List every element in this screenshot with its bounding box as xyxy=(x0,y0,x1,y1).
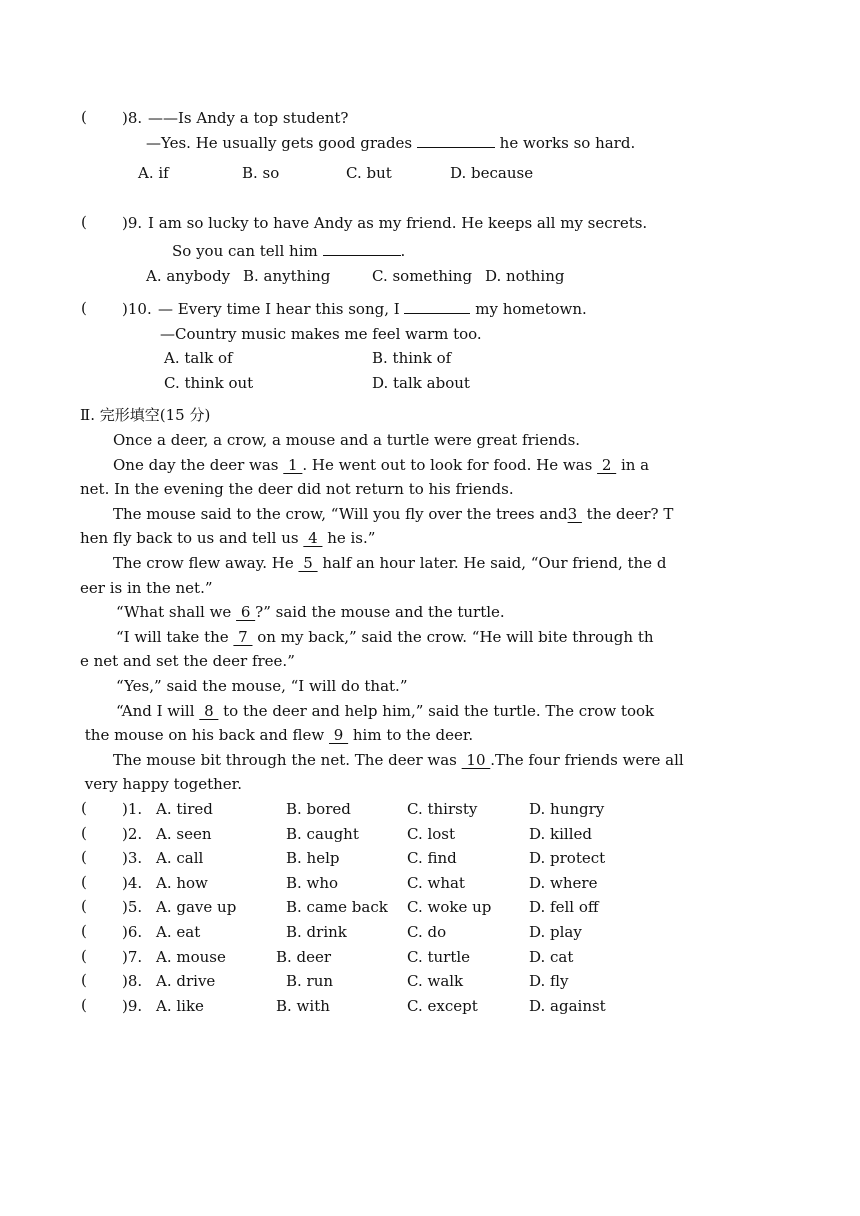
answer-paren-open: ( xyxy=(81,897,87,916)
cloze-item-number: )9. xyxy=(122,996,143,1015)
answer-blank xyxy=(417,133,495,148)
response-text-b: he works so hard. xyxy=(494,134,636,152)
option-b: B. with xyxy=(276,996,330,1015)
option-c: C. turtle xyxy=(407,947,471,966)
option-a: A. like xyxy=(156,996,204,1015)
passage-text: him to the deer. xyxy=(348,726,474,744)
option-d: D. talk about xyxy=(372,374,470,392)
passage-line xyxy=(80,725,473,745)
option-a: A. seen xyxy=(156,824,212,843)
answer-blank xyxy=(323,241,401,256)
option-c: C. think out xyxy=(164,374,254,392)
passage-text: . He went out to look for food. He was xyxy=(302,456,598,474)
option-a: A. talk of xyxy=(164,349,233,367)
passage-line: Once a deer, a crow, a mouse and a turtle were great friends. xyxy=(113,431,581,449)
cloze-blank-2: 2 xyxy=(597,456,617,474)
option-c: C. something xyxy=(372,267,473,285)
passage-line: “Yes,” said the mouse, “I will do that.” xyxy=(116,677,408,695)
option-a: A. anybody xyxy=(146,267,231,285)
section-title: Ⅱ. 完形填空(15 分) xyxy=(80,406,211,424)
passage-line xyxy=(113,455,649,475)
passage-line xyxy=(80,528,375,548)
passage-text: half an hour later. He said, “Our friend, the d xyxy=(317,554,667,572)
option-b: B. bored xyxy=(286,800,351,818)
passage-line: net. In the evening the deer did not return to his friends. xyxy=(80,480,514,498)
option-c: C. find xyxy=(407,849,457,868)
passage-text: The crow flew away. He xyxy=(113,554,299,572)
option-d: D. where xyxy=(529,873,598,892)
option-b: B. caught xyxy=(286,824,359,843)
option-a: A. mouse xyxy=(156,947,226,966)
cloze-blank-1: 1 xyxy=(283,456,303,474)
question-text: ——Is Andy a top student? xyxy=(148,109,349,127)
cloze-blank-9: 9 xyxy=(329,726,349,744)
cloze-blank-4: 4 xyxy=(303,529,323,547)
passage-line xyxy=(116,627,654,647)
answer-paren-open: ( xyxy=(81,299,87,317)
cloze-item-number: )4. xyxy=(122,873,143,892)
question-number: )8. xyxy=(122,109,143,127)
response-text: —Country music makes me feel warm too. xyxy=(160,325,482,343)
question-text-a: — Every time I hear this song, I xyxy=(158,300,405,318)
question-text: I am so lucky to have Andy as my friend. He keeps all my secrets. xyxy=(148,214,648,232)
passage-text: the mouse on his back and flew xyxy=(80,726,330,744)
question-line xyxy=(158,299,587,319)
option-a: A. call xyxy=(156,849,204,868)
option-d: D. fly xyxy=(529,972,569,991)
response-line xyxy=(146,133,635,153)
option-b: B. deer xyxy=(276,947,332,966)
option-b: B. who xyxy=(286,873,339,892)
passage-line xyxy=(113,553,666,573)
cloze-item-number: )2. xyxy=(122,824,143,843)
option-a: A. eat xyxy=(156,923,201,941)
passage-text: “I will take the xyxy=(116,628,234,646)
passage-line: eer is in the net.” xyxy=(80,579,213,597)
passage-text: The mouse bit through the net. The deer was xyxy=(113,751,462,769)
passage-text: on my back,” said the crow. “He will bite through th xyxy=(252,628,654,646)
passage-line: very happy together. xyxy=(80,775,242,793)
option-d: D. because xyxy=(450,164,534,182)
option-d: D. nothing xyxy=(485,267,565,285)
answer-paren-open: ( xyxy=(81,213,87,231)
answer-paren-open: ( xyxy=(81,946,87,965)
passage-text: .The four friends were all xyxy=(490,751,684,769)
answer-paren-open: ( xyxy=(81,872,87,891)
cloze-item-number: )7. xyxy=(122,947,143,966)
question-number: )9. xyxy=(122,214,143,232)
option-c: C. except xyxy=(407,996,478,1015)
option-a: A. tired xyxy=(156,800,213,818)
option-d: D. cat xyxy=(529,947,574,966)
option-a: A. drive xyxy=(156,972,216,991)
cloze-blank-7: 7 xyxy=(233,628,253,646)
passage-text: the deer? T xyxy=(581,505,674,523)
passage-text: to the deer and help him,” said the turtle. The crow took xyxy=(218,702,655,720)
passage-text: The mouse said to the crow, “Will you fly over the trees and xyxy=(113,505,568,523)
option-b: B. run xyxy=(286,972,334,991)
cloze-blank-6: 6 xyxy=(236,603,256,621)
option-d: D. play xyxy=(529,923,582,941)
option-c: C. what xyxy=(407,873,465,892)
option-c: C. walk xyxy=(407,972,464,991)
answer-paren-open: ( xyxy=(81,995,87,1014)
cloze-item-number: )1. xyxy=(122,800,143,818)
response-text-a: So you can tell him xyxy=(172,242,323,260)
cloze-item-number: )6. xyxy=(122,923,143,941)
cloze-blank-5: 5 xyxy=(298,554,318,572)
answer-paren-open: ( xyxy=(81,799,87,817)
option-b: B. came back xyxy=(286,898,388,917)
question-text-b: my hometown. xyxy=(470,300,587,318)
cloze-blank-10: 10 xyxy=(461,751,491,769)
option-d: D. protect xyxy=(529,849,606,868)
option-b: B. help xyxy=(286,849,340,868)
passage-line: e net and set the deer free.” xyxy=(80,652,295,670)
answer-paren-open: ( xyxy=(81,108,87,126)
option-c: C. but xyxy=(346,164,392,182)
option-d: D. against xyxy=(529,996,606,1015)
response-line xyxy=(172,241,405,261)
cloze-blank-8: 8 xyxy=(199,702,219,720)
question-number: )10. xyxy=(122,300,152,318)
response-text-a: —Yes. He usually gets good grades xyxy=(146,134,417,152)
option-c: C. thirsty xyxy=(407,800,478,818)
passage-text: “What shall we xyxy=(116,603,237,621)
option-d: D. hungry xyxy=(529,800,605,818)
option-a: A. gave up xyxy=(156,898,237,917)
option-b: B. so xyxy=(242,164,280,182)
cloze-blank-3: 3 xyxy=(567,505,582,523)
option-b: B. anything xyxy=(243,267,331,285)
response-text-b: . xyxy=(400,242,406,260)
passage-text: “And I will xyxy=(116,702,200,720)
option-c: C. woke up xyxy=(407,898,492,917)
passage-text: hen fly back to us and tell us xyxy=(80,529,304,547)
option-c: C. lost xyxy=(407,824,456,843)
cloze-item-number: )8. xyxy=(122,972,143,991)
option-a: A. how xyxy=(156,873,208,892)
cloze-item-number: )3. xyxy=(122,849,143,868)
passage-line xyxy=(116,602,505,622)
passage-line xyxy=(116,701,654,721)
answer-paren-open: ( xyxy=(81,971,87,990)
option-c: C. do xyxy=(407,923,447,941)
option-b: B. drink xyxy=(286,923,347,941)
cloze-item-number: )5. xyxy=(122,898,143,917)
answer-paren-open: ( xyxy=(81,848,87,867)
passage-line xyxy=(113,750,684,770)
option-d: D. killed xyxy=(529,824,592,843)
answer-paren-open: ( xyxy=(81,922,87,940)
passage-text: he is.” xyxy=(322,529,376,547)
passage-text: ?” said the mouse and the turtle. xyxy=(255,603,505,621)
option-a: A. if xyxy=(138,164,169,182)
answer-blank xyxy=(404,299,470,314)
passage-text: in a xyxy=(616,456,650,474)
passage-line xyxy=(113,504,673,524)
option-d: D. fell off xyxy=(529,898,599,917)
answer-paren-open: ( xyxy=(81,823,87,842)
option-b: B. think of xyxy=(372,349,452,367)
passage-text: One day the deer was xyxy=(113,456,284,474)
